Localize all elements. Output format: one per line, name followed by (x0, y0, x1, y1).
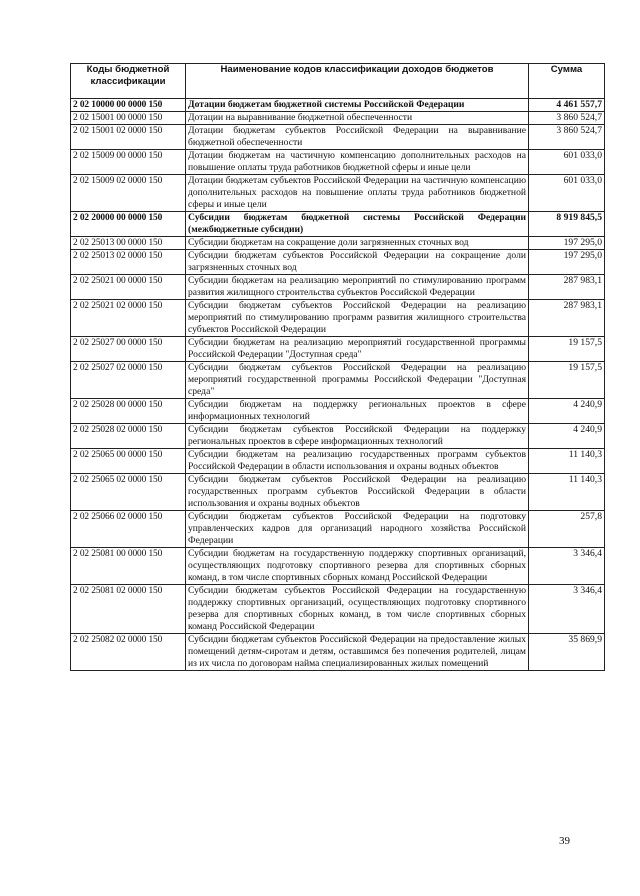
row-sum: 3 346,4 (529, 585, 605, 634)
table-row (71, 150, 605, 175)
row-code: 2 02 25028 00 0000 150 (71, 399, 186, 424)
row-sum: 197 295,0 (529, 237, 605, 250)
row-sum: 3 860 524,7 (529, 125, 605, 150)
header-codes: Коды бюджетной классификации (71, 64, 186, 99)
row-sum: 3 860 524,7 (529, 112, 605, 125)
row-name: Субсидии бюджетам субъектов Российской Федерации на реализацию государственных программ субъектов Российской Федерации в области использования и охраны водных объектов (186, 474, 529, 511)
row-name: Субсидии бюджетам субъектов Российской Федерации на поддержку региональных проектов в сфере информационных технологий (186, 424, 529, 449)
row-name: Субсидии бюджетам на поддержку региональных проектов в сфере информационных технологий (186, 399, 529, 424)
table-row (71, 125, 605, 150)
table-row (71, 337, 605, 362)
row-sum: 3 346,4 (529, 548, 605, 585)
table-row (71, 474, 605, 511)
row-name: Субсидии бюджетам субъектов Российской Федерации на государственную поддержку спортивных организаций, осуществляющих подготовку спортивного резерва для спортивных сборных команд, в том числе спортивных сборных команд Российской Федерации (186, 585, 529, 634)
row-sum: 197 295,0 (529, 250, 605, 275)
table-row (71, 449, 605, 474)
row-name: Субсидии бюджетам субъектов Российской Федерации на сокращение доли загрязненных сточных вод (186, 250, 529, 275)
row-code: 2 02 25027 02 0000 150 (71, 362, 186, 399)
row-code: 2 02 20000 00 0000 150 (71, 212, 186, 237)
row-name: Субсидии бюджетам бюджетной системы Российской Федерации (межбюджетные субсидии) (186, 212, 529, 237)
row-sum: 4 461 557,7 (529, 99, 605, 112)
table-header-row (71, 64, 605, 99)
table-row (71, 399, 605, 424)
row-sum: 257,8 (529, 511, 605, 548)
row-sum: 19 157,5 (529, 362, 605, 399)
row-code: 2 02 25081 02 0000 150 (71, 585, 186, 634)
row-sum: 19 157,5 (529, 337, 605, 362)
row-sum: 35 869,9 (529, 634, 605, 671)
table-row (71, 548, 605, 585)
row-sum: 287 983,1 (529, 300, 605, 337)
row-sum: 287 983,1 (529, 275, 605, 300)
row-name: Дотации на выравнивание бюджетной обеспеченности (186, 112, 529, 125)
row-code: 2 02 25081 00 0000 150 (71, 548, 186, 585)
table-row (71, 275, 605, 300)
table-row (71, 300, 605, 337)
row-name: Дотации бюджетам субъектов Российской Федерации на частичную компенсацию дополнительных расходов на повышение оплаты труда работников бюджетной сферы и иные цели (186, 175, 529, 212)
row-name: Дотации бюджетам бюджетной системы Российской Федерации (186, 99, 529, 112)
row-code: 2 02 15001 02 0000 150 (71, 125, 186, 150)
table-row (71, 212, 605, 237)
page-number: 39 (559, 835, 570, 847)
row-name: Субсидии бюджетам субъектов Российской Федерации на подготовку управленческих кадров для организаций народного хозяйства Российской Федерации (186, 511, 529, 548)
table-row (71, 424, 605, 449)
row-code: 2 02 25021 02 0000 150 (71, 300, 186, 337)
header-sum: Сумма (529, 64, 605, 99)
row-sum: 8 919 845,5 (529, 212, 605, 237)
row-name: Субсидии бюджетам на реализацию государственных программ субъектов Российской Федерации в области использования и охраны водных объектов (186, 449, 529, 474)
row-code: 2 02 15009 02 0000 150 (71, 175, 186, 212)
row-name: Субсидии бюджетам субъектов Российской Федерации на реализацию мероприятий государственной программы Российской Федерации "Доступная среда" (186, 362, 529, 399)
row-name: Дотации бюджетам субъектов Российской Федерации на выравнивание бюджетной обеспеченности (186, 125, 529, 150)
table-row (71, 112, 605, 125)
row-code: 2 02 15009 00 0000 150 (71, 150, 186, 175)
row-sum: 11 140,3 (529, 449, 605, 474)
table-row (71, 585, 605, 634)
row-sum: 4 240,9 (529, 424, 605, 449)
row-code: 2 02 25027 00 0000 150 (71, 337, 186, 362)
row-code: 2 02 25028 02 0000 150 (71, 424, 186, 449)
row-code: 2 02 25021 00 0000 150 (71, 275, 186, 300)
row-name: Субсидии бюджетам субъектов Российской Федерации на реализацию мероприятий по стимулированию программ развития жилищного строительства субъектов Российской Федерации (186, 300, 529, 337)
row-sum: 11 140,3 (529, 474, 605, 511)
row-sum: 4 240,9 (529, 399, 605, 424)
row-code: 2 02 25013 02 0000 150 (71, 250, 186, 275)
row-sum: 601 033,0 (529, 175, 605, 212)
table-row (71, 511, 605, 548)
row-code: 2 02 25065 00 0000 150 (71, 449, 186, 474)
row-sum: 601 033,0 (529, 150, 605, 175)
row-code: 2 02 10000 00 0000 150 (71, 99, 186, 112)
row-code: 2 02 25082 02 0000 150 (71, 634, 186, 671)
table-row (71, 634, 605, 671)
row-name: Субсидии бюджетам на сокращение доли загрязненных сточных вод (186, 237, 529, 250)
row-code: 2 02 15001 00 0000 150 (71, 112, 186, 125)
row-name: Субсидии бюджетам на реализацию мероприятий государственной программы Российской Федерации "Доступная среда" (186, 337, 529, 362)
table-row (71, 99, 605, 112)
row-code: 2 02 25065 02 0000 150 (71, 474, 186, 511)
table-row (71, 250, 605, 275)
row-code: 2 02 25066 02 0000 150 (71, 511, 186, 548)
row-name: Дотации бюджетам на частичную компенсацию дополнительных расходов на повышение оплаты труда работников бюджетной сферы и иные цели (186, 150, 529, 175)
header-name: Наименование кодов классификации доходов бюджетов (186, 64, 529, 99)
row-code: 2 02 25013 00 0000 150 (71, 237, 186, 250)
row-name: Субсидии бюджетам на государственную поддержку спортивных организаций, осуществляющих подготовку спортивного резерва для спортивных сборных команд, в том числе спортивных сборных команд Российской Федерации (186, 548, 529, 585)
table-row (71, 362, 605, 399)
row-name: Субсидии бюджетам на реализацию мероприятий по стимулированию программ развития жилищного строительства субъектов Российской Федерации (186, 275, 529, 300)
table-row (71, 175, 605, 212)
table-row (71, 237, 605, 250)
row-name: Субсидии бюджетам субъектов Российской Федерации на предоставление жилых помещений детям-сиротам и детям, оставшимся без попечения родителей, лицам из их числа по договорам найма специализированных жилых помещений (186, 634, 529, 671)
budget-revenue-table (70, 63, 605, 671)
